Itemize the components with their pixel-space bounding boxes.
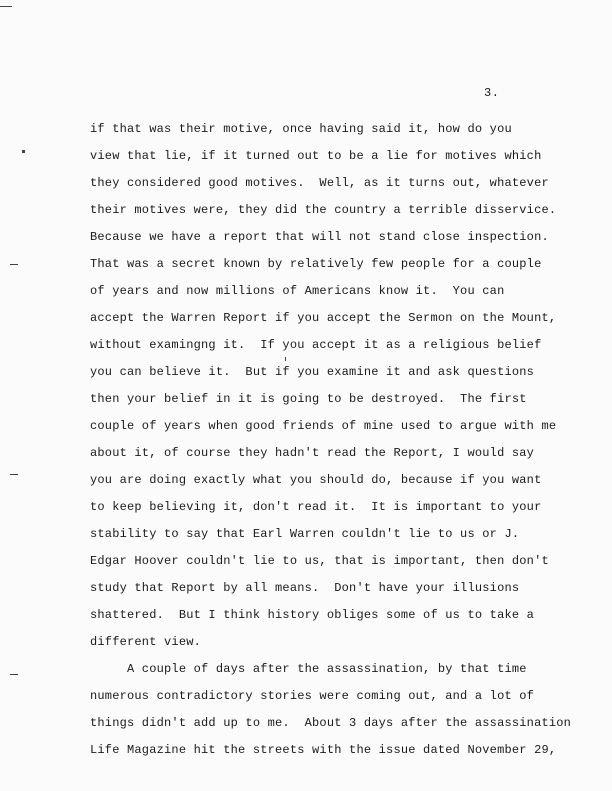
text-line: then your belief in it is going to be destroyed. The first — [90, 392, 527, 406]
text-line: shattered. But I think history obliges some of us to take a — [90, 608, 535, 622]
text-line: they considered good motives. Well, as it turns out, whatever — [90, 176, 549, 190]
text-line: if that was their motive, once having said it, how do you — [90, 122, 512, 136]
text-line: different view. — [90, 635, 202, 649]
scan-mark-margin-2 — [10, 264, 18, 265]
text-line: Because we have a report that will not stand close inspection. — [90, 230, 549, 244]
scan-mark-margin-4 — [10, 674, 18, 675]
text-line: about it, of course they hadn't read the Report, I would say — [90, 446, 535, 460]
scan-mark-margin-3 — [10, 474, 18, 475]
text-line: stability to say that Earl Warren couldn't lie to us or J. — [90, 527, 520, 541]
text-line: of years and now millions of Americans know it. You can — [90, 284, 505, 298]
text-line: couple of years when good friends of mine used to argue with me — [90, 419, 557, 433]
text-line: to keep believing it, don't read it. It is important to your — [90, 500, 542, 514]
text-line: accept the Warren Report if you accept the Sermon on the Mount, — [90, 311, 557, 325]
text-line: A couple of days after the assassination, by that time — [90, 662, 527, 676]
text-line: study that Report by all means. Don't have your illusions — [90, 581, 520, 595]
scan-mark-stray — [285, 357, 286, 361]
scan-mark-margin-1 — [22, 150, 25, 153]
text-line: numerous contradictory stories were coming out, and a lot of — [90, 689, 535, 703]
text-line: Life Magazine hit the streets with the issue dated November 29, — [90, 743, 557, 757]
scan-mark-top-left — [0, 6, 12, 7]
text-line: their motives were, they did the country a terrible disservice. — [90, 203, 557, 217]
text-line: you can believe it. But if you examine it and ask questions — [90, 365, 535, 379]
text-line: you are doing exactly what you should do, because if you want — [90, 473, 542, 487]
page-number: 3. — [484, 86, 500, 100]
text-line: without examingng it. If you accept it as a religious belief — [90, 338, 542, 352]
text-line: That was a secret known by relatively few people for a couple — [90, 257, 542, 271]
text-line: Edgar Hoover couldn't lie to us, that is important, then don't — [90, 554, 549, 568]
text-line: things didn't add up to me. About 3 days after the assassination — [90, 716, 572, 730]
text-line: view that lie, if it turned out to be a lie for motives which — [90, 149, 542, 163]
